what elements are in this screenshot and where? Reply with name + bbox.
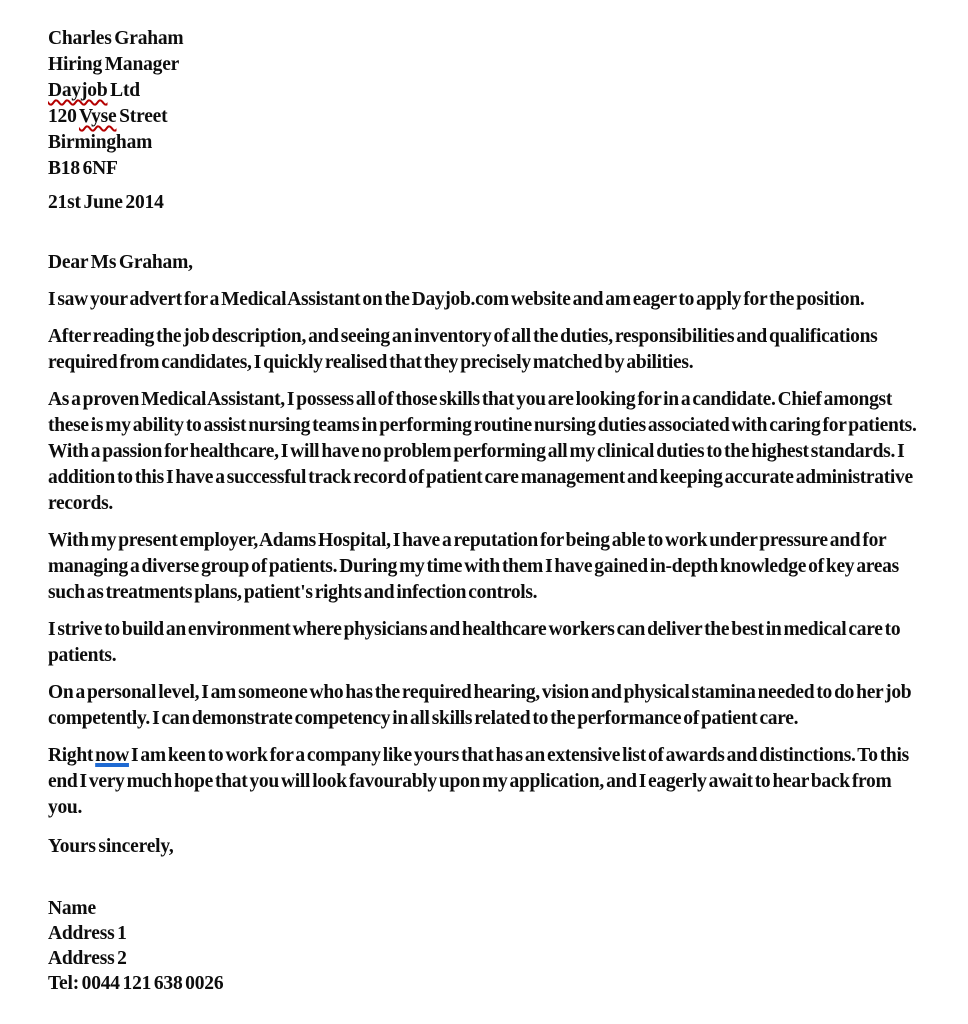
grammar-marked-word: now [95, 745, 129, 766]
recipient-address-block [48, 26, 926, 182]
recipient-title: Hiring Manager [48, 54, 180, 75]
body-paragraph-7 [48, 743, 926, 821]
recipient-street-number: 120 [48, 106, 79, 127]
body-paragraph-4: With my present employer, Adams Hospital, I have a reputation for being able to work under pressure and for managing a diverse group of patients. During my time with them I have gained in-depth knowledge of key areas such as treatments plans, patient's rights and infection controls. [48, 530, 899, 603]
recipient-name: Charles Graham [48, 28, 184, 49]
signature-telephone: Tel: 0044 121 638 0026 [48, 973, 224, 994]
final-paragraph-pre: Right [48, 745, 96, 766]
body-paragraph-5: I strive to build an environment where physicians and healthcare workers can deliver the best in medical care to patients. [48, 619, 901, 666]
signature-block [48, 896, 926, 996]
spellcheck-marked-street: Vyse [78, 106, 117, 127]
spellcheck-marked-company: Dayjob [48, 80, 108, 101]
body-paragraph-1: I saw your advert for a Medical Assistant on the Dayjob.com website and am eager to apply for the position. [48, 289, 865, 310]
recipient-city: Birmingham [48, 132, 153, 153]
salutation: Dear Ms Graham, [48, 252, 193, 273]
signature-address1: Address 1 [48, 923, 127, 944]
recipient-company [48, 78, 926, 104]
recipient-postcode: B18 6NF [48, 158, 118, 179]
signature-name: Name [48, 898, 96, 919]
recipient-street [48, 104, 926, 130]
valediction: Yours sincerely, [48, 836, 174, 857]
body-paragraph-3: As a proven Medical Assistant, I possess all of those skills that you are looking for in a candidate. Chief amongst these is my ability to assist nursing teams in performing routine nursing duties associated with caring for patients. With a passion for healthcare, I will have no problem performing all my clinical duties to the highest standards. I addition to this I have a successful track record of patient care management and keeping accurate administrative records. [48, 389, 917, 514]
recipient-company-suffix: Ltd [107, 80, 140, 101]
final-paragraph-post: I am keen to work for a company like yours that has an extensive list of awards and distinctions. To this end I very much hope that you will look favourably upon my application, and I eagerly await to hear back from you. [48, 745, 909, 818]
body-paragraph-6: On a personal level, I am someone who has the required hearing, vision and physical stamina needed to do her job competently. I can demonstrate competency in all skills related to the performance of patient care. [48, 682, 912, 729]
signature-address2: Address 2 [48, 948, 127, 969]
recipient-street-suffix: Street [116, 106, 168, 127]
letter-date: 21st June 2014 [48, 192, 164, 213]
body-paragraph-2: After reading the job description, and seeing an inventory of all the duties, responsibilities and qualifications required from candidates, I quickly realised that they precisely matched by abilities. [48, 326, 878, 373]
